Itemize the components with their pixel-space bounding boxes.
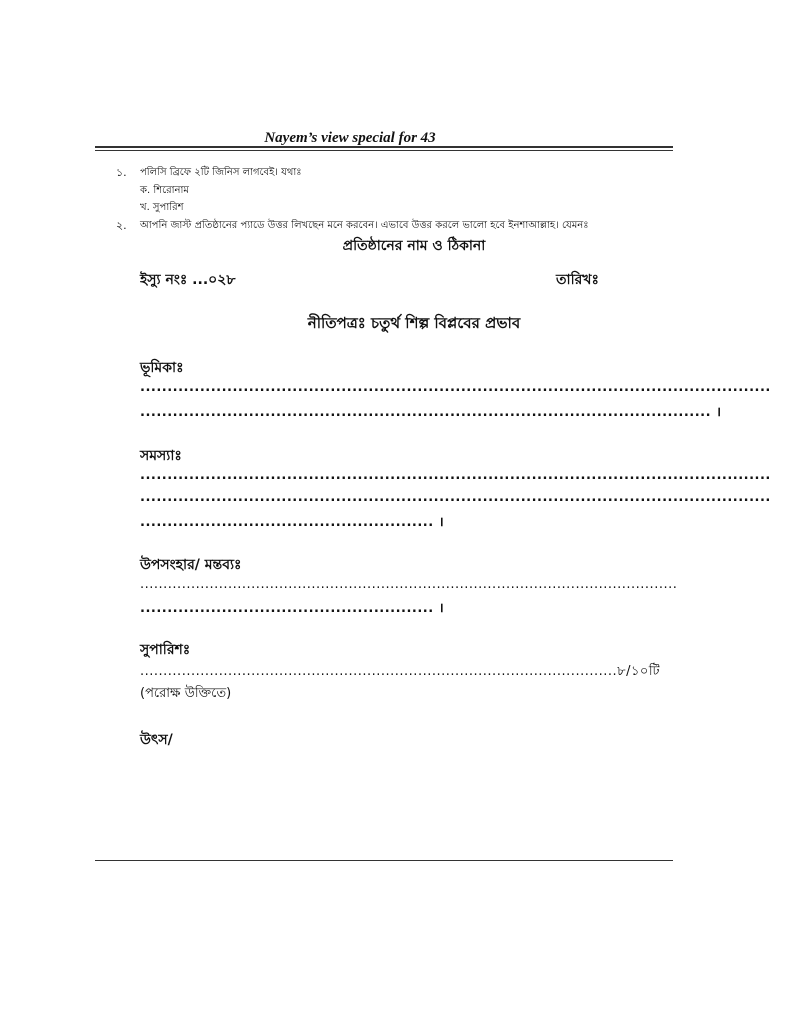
organization-heading: প্রতিষ্ঠানের নাম ও ঠিকানা <box>342 238 486 254</box>
problem-line-3: ...................................................... । <box>140 515 445 530</box>
policy-title: নীতিপত্রঃ চতুর্থ শিল্প বিপ্লবের প্রভাব <box>307 314 521 332</box>
document-header-title: Nayem’s view special for 43 <box>264 130 436 146</box>
instruction-1-text: পলিসি ব্রিফে ২টি জিনিস লাগবেই। যথাঃ <box>140 167 302 178</box>
problem-line-2: .................................................................................................................... <box>140 490 771 505</box>
problem-line-1: .................................................................................................................... <box>140 468 771 483</box>
instruction-1-sub-a: ক. শিরোনাম <box>140 185 189 196</box>
instruction-1-sub-b: খ. সুপারিশ <box>140 202 184 213</box>
recommendation-line: .......................................................................................................৮/১০টি <box>140 664 661 679</box>
intro-line-2: ......................................................................................................... । <box>140 405 722 420</box>
instruction-1-number: ১. <box>116 166 127 179</box>
date-label: তারিখঃ <box>556 272 599 288</box>
conclusion-label: উপসংহার/ মন্তব্যঃ <box>140 557 242 573</box>
intro-line-1: .................................................................................................................... <box>140 380 771 395</box>
footer-rule <box>95 860 673 861</box>
problem-label: সমস্যাঃ <box>140 448 182 464</box>
header-rule-thin <box>95 150 673 151</box>
instruction-2-text: আপনি জাস্ট প্রতিষ্ঠানের প্যাডে উত্তর লিখছেন মনে করবেন। এভাবে উত্তর করলে ভালো হবে ইনশাআল্লাহ। যেমনঃ <box>140 220 589 231</box>
recommendation-label: সুপারিশঃ <box>140 642 191 658</box>
conclusion-line-2: ...................................................... । <box>140 601 445 616</box>
header-rule-thick <box>95 146 673 148</box>
recommendation-note: (পরোক্ষ উক্তিতে) <box>140 686 232 701</box>
issue-number: ইস্যু নংঃ ...০২৮ <box>140 272 236 288</box>
conclusion-line-1: .................................................................................................................... <box>140 577 678 592</box>
instruction-2-number: ২. <box>116 219 127 232</box>
intro-label: ভূমিকাঃ <box>140 360 184 376</box>
source-label: উৎস/ <box>140 732 173 748</box>
